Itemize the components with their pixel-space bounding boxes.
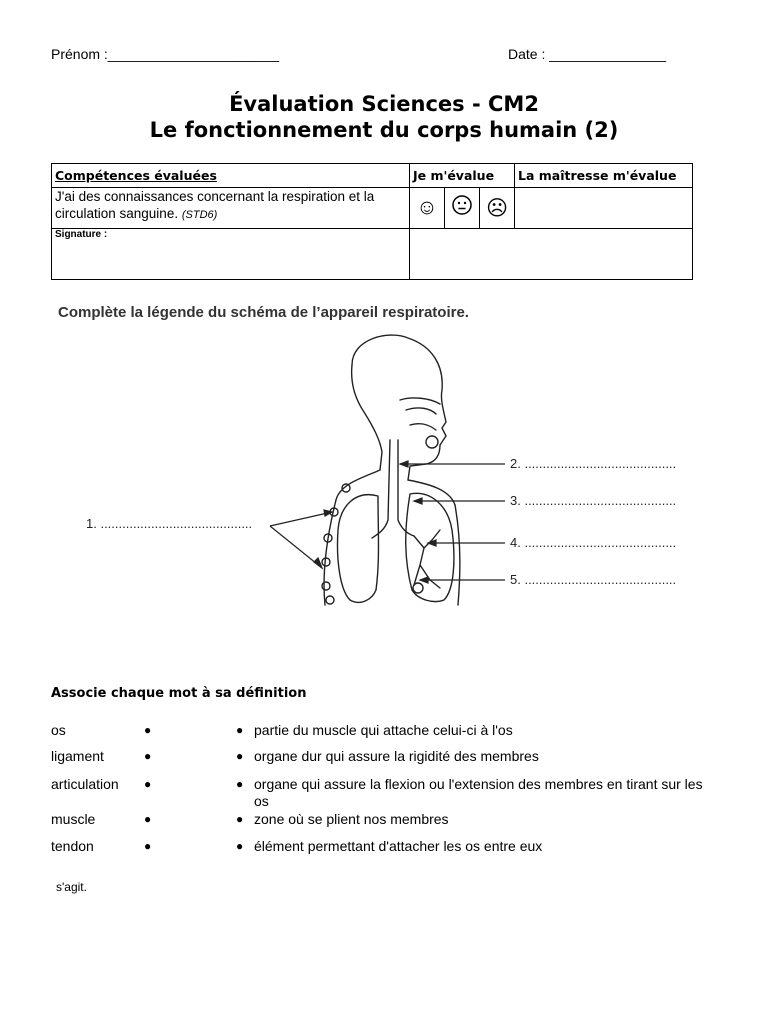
col-teacher-eval-header: La maîtresse m'évalue — [515, 164, 693, 188]
definition-1: partie du muscle qui attache celui-ci à l'os — [254, 722, 513, 738]
word-bullet[interactable]: ● — [144, 749, 152, 763]
definition-bullet[interactable]: ● — [236, 749, 244, 763]
definition-2: organe dur qui assure la rigidité des membres — [254, 748, 539, 764]
word-muscle: muscle — [51, 811, 96, 827]
word-bullet[interactable]: ● — [144, 812, 152, 826]
definition-bullet[interactable]: ● — [236, 812, 244, 826]
word-bullet[interactable]: ● — [144, 839, 152, 853]
competence-description: J'ai des connaissances concernant la respiration et la circulation sanguine. (STD6) — [52, 188, 410, 229]
teacher-eval-cell[interactable] — [515, 188, 693, 229]
page-subtitle: Le fonctionnement du corps humain (2) — [149, 118, 619, 142]
competences-header-row — [52, 164, 693, 188]
word-articulation: articulation — [51, 776, 119, 792]
date-field: Date : _______________ — [508, 46, 667, 62]
col-competences-header: Compétences évaluées — [52, 164, 410, 188]
page-title: Évaluation Sciences - CM2 — [229, 92, 539, 116]
signature-cell[interactable] — [410, 229, 693, 280]
smiley-neutral-icon[interactable] — [445, 188, 480, 229]
definition-bullet[interactable]: ● — [236, 839, 244, 853]
diagram-label-5: 5. .......................................... — [510, 572, 677, 587]
diagram-label-3: 3. .......................................... — [510, 493, 677, 508]
col-self-eval-header: Je m'évalue — [410, 164, 515, 188]
diagram-label-4: 4. .......................................... — [510, 535, 677, 550]
footer-text: s'agit. — [56, 880, 87, 894]
competence-row — [52, 188, 693, 229]
signature-row — [52, 229, 693, 280]
definition-5: élément permettant d'attacher les os entre eux — [254, 838, 543, 854]
definition-4: zone où se plient nos membres — [254, 811, 449, 827]
word-bullet[interactable]: ● — [144, 777, 152, 791]
competence-code: (STD6) — [181, 209, 218, 221]
word-ligament: ligament — [51, 748, 104, 764]
word-os: os — [51, 722, 66, 738]
diagram-label-2: 2. .......................................... — [510, 456, 677, 471]
signature-label-cell: Signature : — [52, 229, 410, 280]
diagram-label-1: 1. .......................................... — [86, 516, 253, 531]
word-tendon: tendon — [51, 838, 94, 854]
word-bullet[interactable]: ● — [144, 723, 152, 737]
smiley-happy-icon[interactable]: ☺ — [410, 188, 445, 229]
schema-instruction: Complète la légende du schéma de l’appareil respiratoire. — [58, 304, 469, 321]
definition-bullet[interactable]: ● — [236, 777, 244, 791]
competences-table — [51, 163, 693, 280]
prenom-field: Prénom :______________________ — [51, 46, 280, 62]
association-title: Associe chaque mot à sa définition — [51, 686, 307, 701]
definition-3: organe qui assure la flexion ou l'extension des membres en tirant sur les os — [254, 776, 703, 809]
definition-bullet[interactable]: ● — [236, 723, 244, 737]
smiley-sad-icon[interactable]: ☹ — [480, 188, 515, 229]
